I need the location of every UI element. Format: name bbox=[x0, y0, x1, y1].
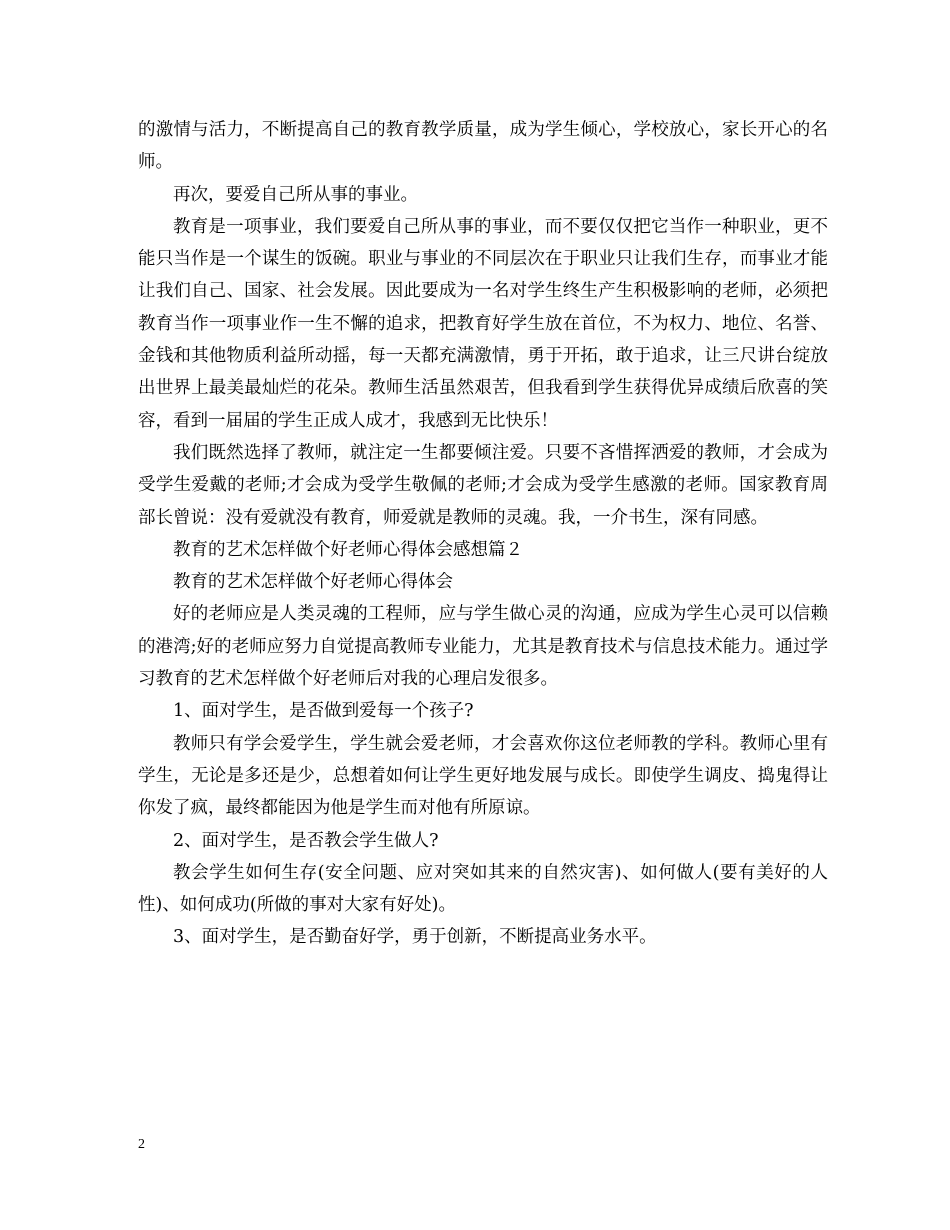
paragraph-teach-humanity: 教会学生如何生存(安全问题、应对突如其来的自然灾害)、如何做人(要有美好的人性)、如何成功(所做的事对大家有好处)。 bbox=[138, 862, 828, 916]
paragraph-continuation: 的激情与活力，不断提高自己的教育教学质量，成为学生倾心，学校放心，家长开心的名师。 bbox=[138, 120, 828, 173]
article-subtitle: 教育的艺术怎样做个好老师心得体会 bbox=[173, 572, 453, 593]
list-item-point-3: 3、面对学生，是否勤奋好学，勇于创新，不断提高业务水平。 bbox=[173, 927, 657, 948]
list-item-point-1: 1、面对学生，是否做到爱每一个孩子? bbox=[173, 701, 474, 722]
document-body bbox=[138, 114, 828, 954]
paragraph-good-teacher: 好的老师应是人类灵魂的工程师，应与学生做心灵的沟通，应成为学生心灵可以信赖的港湾;好的老师应努力自觉提高教师专业能力，尤其是教育技术与信息技术能力。通过学习教育的艺术怎样做个好老师后对我的心理启发很多。 bbox=[138, 604, 828, 690]
paragraph-career-devotion: 教育是一项事业，我们要爱自己所从事的事业，而不要仅仅把它当作一种职业，更不能只当作是一个谋生的饭碗。职业与事业的不同层次在于职业只让我们生存，而事业才能让我们自己、国家、社会发展。因此要成为一名对学生终生产生积极影响的老师，必须把教育当作一项事业作一生不懈的追求，把教育好学生放在首位，不为权力、地位、名誉、金钱和其他物质利益所动摇，每一天都充满激情，勇于开拓，敢于追求，让三尺讲台绽放出世界上最美最灿烂的花朵。教师生活虽然艰苦，但我看到学生获得优异成绩后欣喜的笑容，看到一届届的学生正成人成才，我感到无比快乐！ bbox=[138, 216, 828, 431]
article-title: 教育的艺术怎样做个好老师心得体会感想篇２ bbox=[173, 539, 523, 560]
page-number: 2 bbox=[138, 1137, 145, 1152]
paragraph-teacher-love: 我们既然选择了教师，就注定一生都要倾注爱。只要不吝惜挥洒爱的教师，才会成为受学生爱戴的老师;才会成为受学生敬佩的老师;才会成为受学生感激的老师。国家教育周部长曾说：没有爱就没有教育，师爱就是教师的灵魂。我，一介书生，深有同感。 bbox=[138, 442, 828, 528]
paragraph-section-heading: 再次，要爱自己所从事的事业。 bbox=[173, 184, 418, 205]
paragraph-love-students: 教师只有学会爱学生，学生就会爱老师，才会喜欢你这位老师教的学科。教师心里有学生，无论是多还是少，总想着如何让学生更好地发展与成长。即使学生调皮、捣鬼得让你发了疯，最终都能因为他是学生而对他有所原谅。 bbox=[138, 733, 828, 819]
list-item-point-2: 2、面对学生，是否教会学生做人? bbox=[173, 830, 439, 851]
